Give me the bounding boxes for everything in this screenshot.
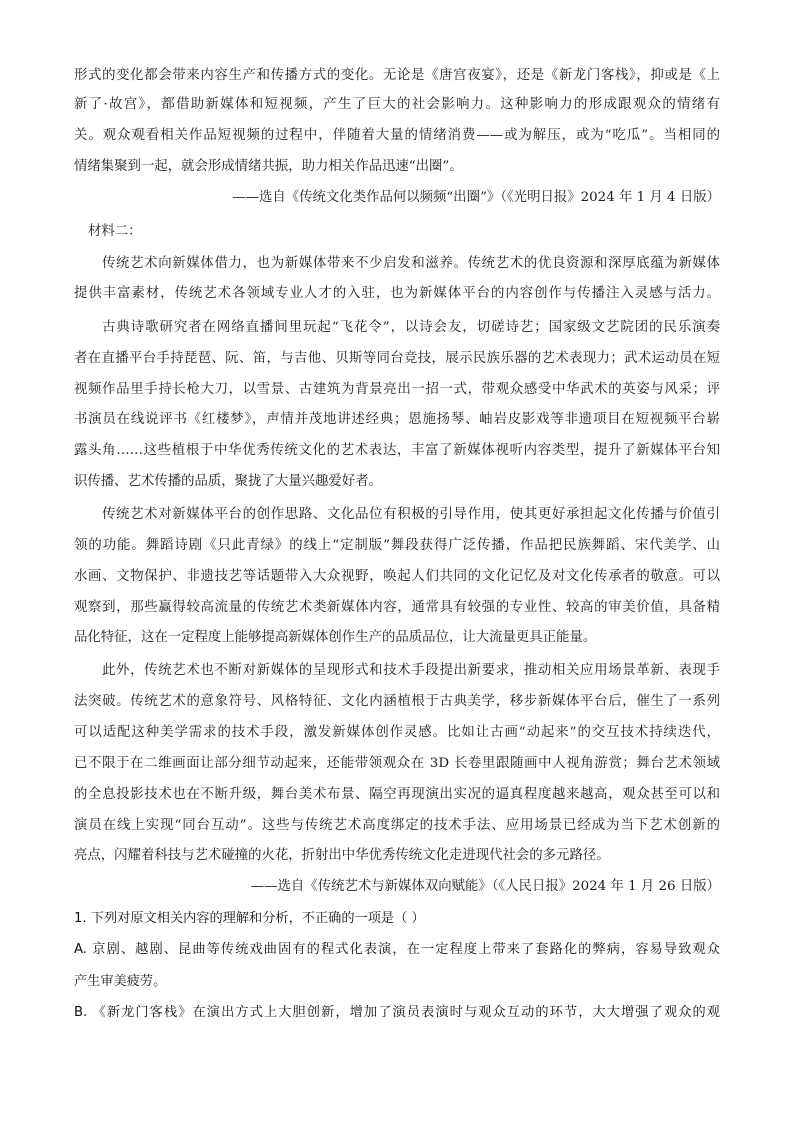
text-line: 书演员在线说评书《红楼梦》，声情并茂地讲述经典；恩施扬琴、岫岩皮影戏等非遗项目在短视频平台崭 (74, 412, 720, 427)
text-line: 此外，传统艺术也不断对新媒体的呈现形式和技术手段提出新要求，推动相关应用场景革新、表现手 (102, 663, 720, 678)
option-a-continued: 产生审美疲劳。 (74, 974, 167, 989)
text-line: 品化特征，这在一定程度上能够提高新媒体创作生产的品质品位，让大流量更具正能量。 (74, 630, 597, 645)
text-line: 亮点，闪耀着科技与艺术碰撞的火花，折射出中华优秀传统文化走进现代社会的多元路径。 (74, 848, 610, 863)
text-line: 演员在线上实现“同台互动”。这些与传统艺术高度绑定的技术手法、应用场景已经成为当下艺术创新的 (74, 818, 720, 833)
source-citation: ——选自《传统文化类作品何以频频“出圈”》（《光明日报》2024 年 1 月 4 日版） (232, 190, 720, 205)
source-citation: ——选自《传统艺术与新媒体双向赋能》（《人民日报》2024 年 1 月 26 日版） (250, 879, 720, 894)
text-line: 领的功能。舞蹈诗剧《只此青绿》的线上“定制版”舞段获得广泛传播，作品把民族舞蹈、宋代美学、山 (74, 538, 720, 553)
text-line: 传统艺术向新媒体借力，也为新媒体带来不少启发和滋养。传统艺术的优良资源和深厚底蕴为新媒体 (102, 256, 720, 271)
text-line: 可以适配这种美学需求的技术手段，激发新媒体创作灵感。比如让古画“动起来”的交互技术持续迭代， (74, 725, 720, 740)
option-a: A. 京剧、越剧、昆曲等传统戏曲固有的程式化表演，在一定程度上带来了套路化的弊病，容易导致观众 (74, 942, 720, 957)
text-line: 视频作品里手持长枪大刀，以雪景、古建筑为背景亮出一招一式，带观众感受中华武术的英姿与风采；评 (74, 382, 720, 397)
text-line: 观察到，那些赢得较高流量的传统艺术类新媒体内容，通常具有较强的专业性、较高的审美价值，具备精 (74, 600, 720, 615)
text-line: 法突破。传统艺术的意象符号、风格特征、文化内涵植根于古典美学，移步新媒体平台后，催生了一系列 (74, 694, 720, 709)
text-line: 识传播、艺术传播的品质，聚拢了大量兴趣爱好者。 (74, 474, 382, 489)
option-b: B. 《新龙门客栈》在演出方式上大胆创新，增加了演员表演时与观众互动的环节，大大增强了观众的观 (74, 1005, 720, 1020)
text-line: 提供丰富素材，传统艺术各领域专业人才的入驻，也为新媒体平台的内容创作与传播注入灵感与活力。 (74, 286, 720, 301)
text-line: 者在直播平台手持琵琶、阮、笛，与吉他、贝斯等同台竞技，展示民族乐器的艺术表现力；武术运动员在短 (74, 351, 720, 366)
text-line: 形式的变化都会带来内容生产和传播方式的变化。无论是《唐宫夜宴》，还是《新龙门客栈》，抑或是《上 (74, 68, 720, 83)
text-line: 传统艺术对新媒体平台的创作思路、文化品位有积极的引导作用，使其更好承担起文化传播与价值引 (102, 507, 720, 522)
text-line: 水画、文物保护、非遗技艺等话题带入大众视野，唤起人们共同的文化记忆及对文化传承者的敬意。可以 (74, 569, 720, 584)
question-stem: 1. 下列对原文相关内容的理解和分析，不正确的一项是（ ） (74, 911, 425, 926)
text-line: 露头角……这些植根于中华优秀传统文化的艺术表达，丰富了新媒体视听内容类型，提升了新媒体平台知 (74, 443, 720, 458)
text-line: 情绪集聚到一起，就会形成情绪共振，助力相关作品迅速“出圈”。 (74, 159, 463, 174)
section-heading: 材料二： (88, 224, 142, 239)
text-line: 古典诗歌研究者在网络直播间里玩起“飞花令”，以诗会友，切磋诗艺；国家级文艺院团的民乐演奏 (102, 320, 720, 335)
text-line: 的全息投影技术也在不断升级，舞台美术布景、隔空再现演出实况的逼真程度越来越高，观众甚至可以和 (74, 787, 720, 802)
text-line: 关。观众观看相关作品短视频的过程中，伴随着大量的情绪消费——或为解压，或为“吃瓜”。当相同的 (74, 128, 720, 143)
text-line: 新了·故宫》，都借助新媒体和短视频，产生了巨大的社会影响力。这种影响力的形成跟观众的情绪有 (74, 97, 720, 112)
text-line: 已不限于在二维画面让部分细节动起来，还能带领观众在 3D 长卷里跟随画中人视角游赏；舞台艺术领域 (74, 756, 720, 771)
